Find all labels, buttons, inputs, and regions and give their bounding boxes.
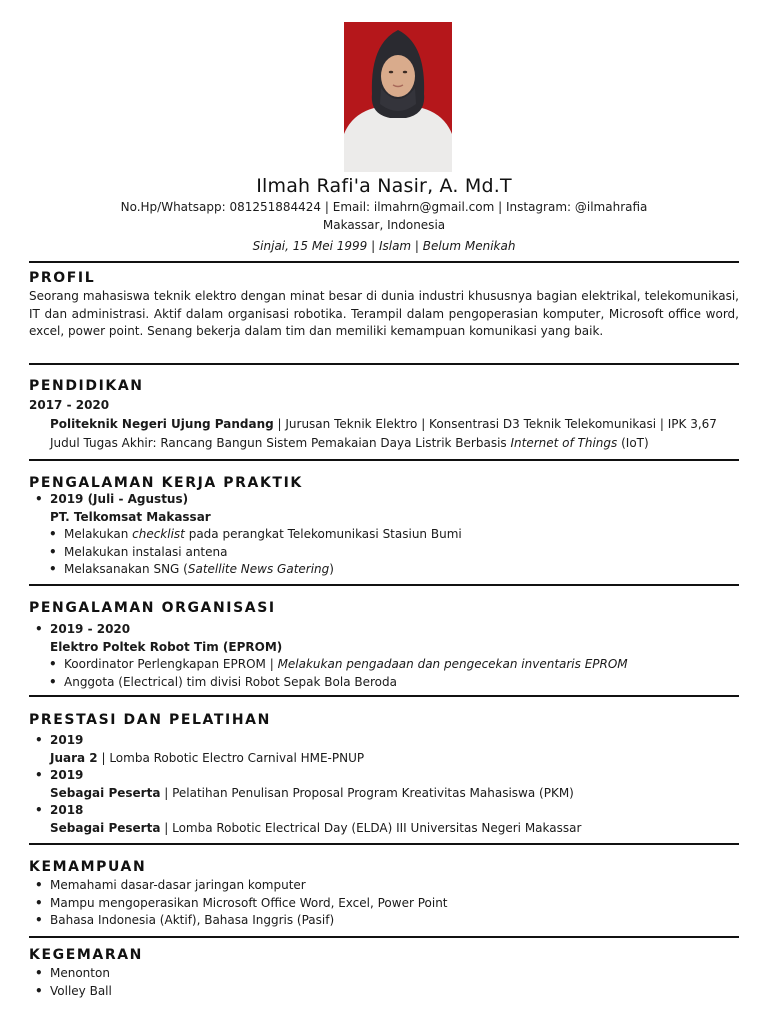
section-divider xyxy=(29,695,739,697)
thesis-line xyxy=(29,435,739,453)
organization-period: • 2019 - 2020 xyxy=(29,621,739,639)
hobby-item: • Volley Ball xyxy=(29,983,739,1001)
full-name: Ilmah Rafi'a Nasir, A. Md.T xyxy=(256,175,512,197)
achievement-item: Sebagai Peserta | Pelatihan Penulisan Proposal Program Kreativitas Mahasiswa (PKM) xyxy=(50,785,574,800)
skill-item: • Memahami dasar-dasar jaringan komputer xyxy=(29,877,739,895)
section-divider xyxy=(29,261,739,263)
location: Makassar, Indonesia xyxy=(322,218,446,232)
section-divider xyxy=(29,363,739,365)
hobbies-list xyxy=(29,965,739,1000)
section-divider xyxy=(29,936,739,938)
section-title-kegemaran: KEGEMARAN xyxy=(29,947,143,963)
internship-task: • Melaksanakan SNG (Satellite News Gatering) xyxy=(43,561,739,579)
achievements-list xyxy=(29,732,739,837)
hobby-item: • Menonton xyxy=(29,965,739,983)
achievement-year: • 2019 xyxy=(29,732,739,750)
skill-item: • Bahasa Indonesia (Aktif), Bahasa Inggris (Pasif) xyxy=(29,912,739,930)
institution-name: Politeknik Negeri Ujung Pandang xyxy=(50,416,274,431)
section-title-organisasi: PENGALAMAN ORGANISASI xyxy=(29,600,276,616)
internship-entry xyxy=(29,491,739,579)
skills-list xyxy=(29,877,739,930)
internship-task: • Melakukan checklist pada perangkat Telekomunikasi Stasiun Bumi xyxy=(43,526,739,544)
organization-role: • Koordinator Perlengkapan EPROM | Melakukan pengadaan dan pengecekan inventaris EPROM xyxy=(43,656,739,674)
education-details: | Jurusan Teknik Elektro | Konsentrasi D3 Teknik Telekomunikasi | IPK 3,67 xyxy=(273,416,717,431)
achievement-item: Sebagai Peserta | Lomba Robotic Electrical Day (ELDA) III Universitas Negeri Makassar xyxy=(50,820,582,835)
section-title-prestasi: PRESTASI DAN PELATIHAN xyxy=(29,712,271,728)
skill-item: • Mampu mengoperasikan Microsoft Office Word, Excel, Power Point xyxy=(29,895,739,913)
education-institution-line xyxy=(29,416,739,434)
thesis-prefix: Judul Tugas Akhir: Rancang Bangun Sistem Pemakaian Daya Listrik Berbasis xyxy=(50,436,511,450)
resume-header xyxy=(0,174,768,254)
birth-info: Sinjai, 15 Mei 1999 | Islam | Belum Menikah xyxy=(252,239,516,253)
profile-photo xyxy=(344,22,452,172)
internship-period: • 2019 (Juli - Agustus) xyxy=(29,491,739,509)
section-divider xyxy=(29,459,739,461)
education-entry xyxy=(29,397,739,453)
section-title-kerja-praktik: PENGALAMAN KERJA PRAKTIK xyxy=(29,475,303,491)
thesis-suffix: (IoT) xyxy=(617,436,649,450)
internship-company: PT. Telkomsat Makassar xyxy=(50,509,211,524)
internship-task: • Melakukan instalasi antena xyxy=(43,544,739,562)
education-years: 2017 - 2020 xyxy=(29,398,110,412)
section-title-pendidikan: PENDIDIKAN xyxy=(29,378,144,394)
section-divider xyxy=(29,843,739,845)
achievement-item: Juara 2 | Lomba Robotic Electro Carnival HME-PNUP xyxy=(50,750,365,765)
organization-role: • Anggota (Electrical) tim divisi Robot Sepak Bola Beroda xyxy=(43,674,739,692)
achievement-year: • 2018 xyxy=(29,802,739,820)
section-title-profil: PROFIL xyxy=(29,270,96,286)
section-title-kemampuan: KEMAMPUAN xyxy=(29,859,147,875)
achievement-year: • 2019 xyxy=(29,767,739,785)
thesis-italic: Internet of Things xyxy=(510,436,618,450)
contact-line: No.Hp/Whatsapp: 081251884424 | Email: ilmahrn@gmail.com | Instagram: @ilmahrafia xyxy=(120,200,648,214)
organization-entry xyxy=(29,621,739,691)
section-divider xyxy=(29,584,739,586)
profil-text: Seorang mahasiswa teknik elektro dengan minat besar di dunia industri khususnya bagian elektrikal, telekomunikasi, IT dan administrasi. Aktif dalam organisasi robotika. Terampil dalam pengoperasian komputer, Microsoft office word, excel, power point. Senang bekerja dalam tim dan memiliki kemampuan komunikasi yang baik. xyxy=(29,289,739,338)
organization-name: Elektro Poltek Robot Tim (EPROM) xyxy=(50,639,283,654)
